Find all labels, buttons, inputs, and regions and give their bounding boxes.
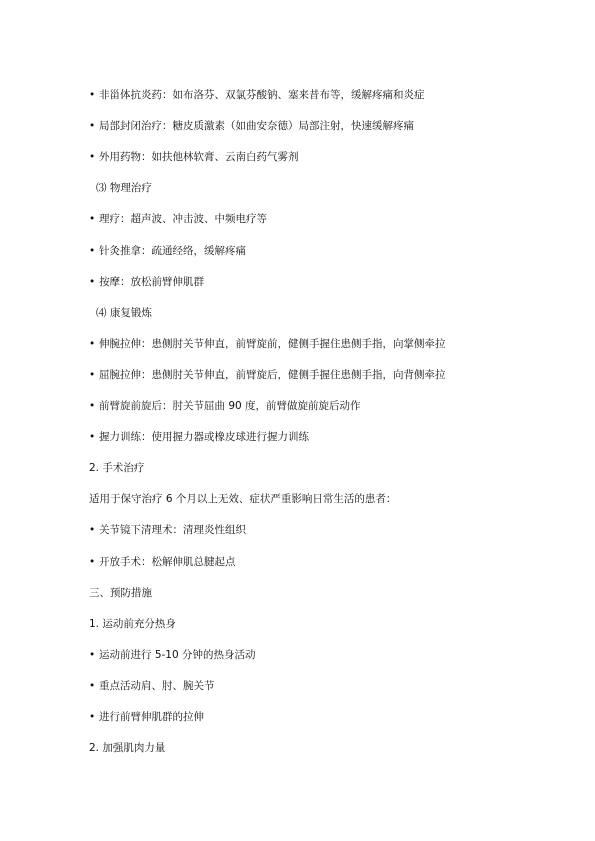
line-text: 重点活动肩、肘、腕关节 [99, 680, 215, 692]
bullet-icon: • [89, 151, 96, 163]
line-text: 屈腕拉伸：患侧肘关节伸直，前臂旋后，健侧手握住患侧手指，向背侧牵拉 [99, 369, 446, 381]
line-text: 外用药物：如扶他林软膏、云南白药气雾剂 [99, 151, 299, 163]
section-heading [96, 181, 152, 195]
line-text: 开放手术：松解伸肌总腱起点 [99, 556, 236, 568]
section-heading [96, 306, 152, 320]
line-text: 伸腕拉伸：患侧肘关节伸直，前臂旋前，健侧手握住患侧手指，向掌侧牵拉 [99, 338, 446, 350]
line-text: 握力训练：使用握力器或橡皮球进行握力训练 [99, 431, 309, 443]
line-text: ⑷ 康复锻炼 [96, 307, 152, 319]
bullet-icon: • [89, 245, 96, 257]
list-item [89, 710, 204, 724]
line-text: 前臂旋前旋后：肘关节屈曲 90 度，前臂做旋前旋后动作 [99, 400, 361, 412]
list-item [89, 150, 299, 164]
line-text: 进行前臂伸肌群的拉伸 [99, 711, 204, 723]
list-item [89, 244, 246, 258]
line-text: 按摩：放松前臂伸肌群 [99, 276, 204, 288]
bullet-icon: • [89, 680, 96, 692]
list-item [89, 648, 256, 662]
bullet-icon: • [89, 524, 96, 536]
bullet-icon: • [89, 213, 96, 225]
line-text: ⑶ 物理治疗 [96, 182, 152, 194]
bullet-icon: • [89, 276, 96, 288]
line-text: 运动前进行 5-10 分钟的热身活动 [99, 649, 256, 661]
list-item [89, 275, 204, 289]
line-text: 非甾体抗炎药：如布洛芬、双氯芬酸钠、塞来昔布等，缓解疼痛和炎症 [99, 89, 425, 101]
list-item [89, 399, 361, 413]
section-heading [89, 741, 165, 755]
list-item [89, 88, 425, 102]
bullet-icon: • [89, 649, 96, 661]
list-item [89, 337, 446, 351]
bullet-icon: • [89, 120, 96, 132]
paragraph [89, 492, 396, 506]
list-item [89, 430, 309, 444]
line-text: 局部封闭治疗：糖皮质激素（如曲安奈德）局部注射，快速缓解疼痛 [99, 120, 414, 132]
list-item [89, 555, 236, 569]
bullet-icon: • [89, 400, 96, 412]
list-item [89, 368, 446, 382]
line-text: 针灸推拿：疏通经络，缓解疼痛 [99, 245, 246, 257]
section-heading [89, 586, 152, 600]
list-item [89, 679, 215, 693]
section-heading [89, 617, 176, 631]
line-text: 理疗：超声波、冲击波、中频电疗等 [99, 213, 267, 225]
bullet-icon: • [89, 711, 96, 723]
bullet-icon: • [89, 369, 96, 381]
line-text: 三、预防措施 [89, 587, 152, 599]
line-text: 适用于保守治疗 6 个月以上无效、症状严重影响日常生活的患者： [89, 493, 397, 505]
bullet-icon: • [89, 338, 96, 350]
section-heading [89, 461, 144, 475]
line-text: 关节镜下清理术：清理炎性组织 [99, 524, 246, 536]
line-text: 1. 运动前充分热身 [89, 618, 176, 630]
list-item [89, 523, 246, 537]
bullet-icon: • [89, 431, 96, 443]
list-item [89, 119, 414, 133]
line-text: 2. 手术治疗 [89, 462, 145, 474]
bullet-icon: • [89, 89, 96, 101]
list-item [89, 212, 267, 226]
line-text: 2. 加强肌肉力量 [89, 742, 166, 754]
bullet-icon: • [89, 556, 96, 568]
